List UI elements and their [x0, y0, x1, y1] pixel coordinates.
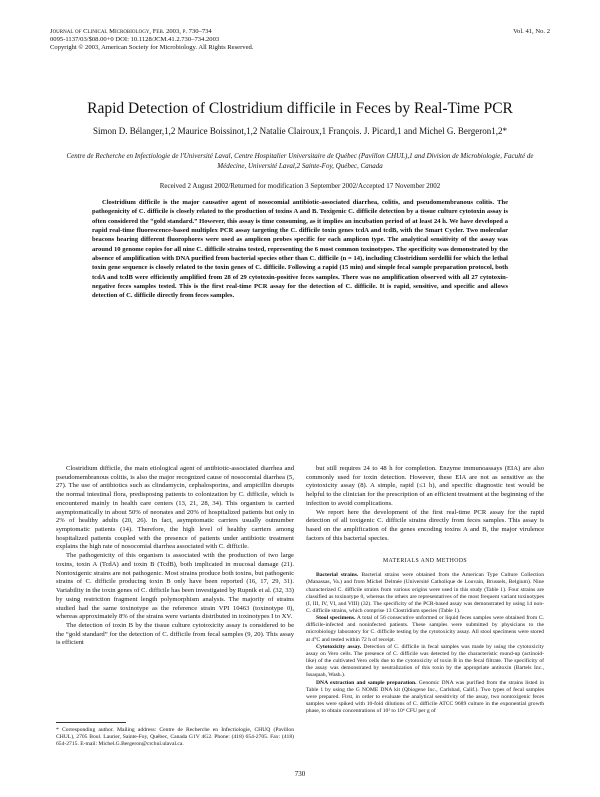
methods-subhead: Bacterial strains.: [316, 572, 359, 579]
methods-section: [306, 572, 544, 715]
methods-paragraph: [306, 615, 544, 644]
methods-text: Bacterial strains were obtained from the American Type Culture Collection (Manassas, Va.) and from Michel Delmée (Université Catholique de Louvain, Brussels, Belgium). Nine characterized C. difficile strains from various origins were used in this study (Table 1). Four strains are classified as toxinotype 0, whereas the others are representatives of the most frequent variant toxinotypes (I, III, IV, VI, and VIII) (32). The specificity of the PCR-based assay was demonstrated by using 14 non-C. difficile strains, which comprise 13 Clostridium species (Table 1).: [306, 572, 544, 614]
right-column: [306, 465, 544, 715]
intro-paragraph-5: We report here the development of the first real-time PCR assay for the rapid detection of all toxigenic C. difficile strains directly from feces samples. This assay is based on the amplification of the genes encoding toxins A and B, the major virulence factors of this bacterial species.: [306, 508, 544, 542]
methods-paragraph: [306, 644, 544, 680]
methods-heading: MATERIALS AND METHODS: [382, 558, 468, 565]
intro-paragraph-2: The pathogenicity of this organism is associated with the production of two large toxins, toxin A (TcdA) and toxin B (TcdB), both implicated in mucosal damage (21). Nontoxigenic strains are not pathogenic. Most strains produce both toxins, but pathogenic strains of C. difficile producing toxin B only have been reported (16, 17, 29, 31). Variability in the toxin genes of C. difficile has been investigated by Rupnik et al. (32, 33) by using restriction fragment length polymorphism analysis. The majority of strains studied had the same toxinotype as the reference strain VPI 10463 (toxinotype 0), whereas approximately 8% of the strains were variants distributed in toxinotypes I to XV.: [56, 552, 294, 621]
left-column: [56, 465, 294, 648]
methods-text: Detection of C. difficile in fecal samples was made by using the cytotoxicity assay on Vero cells. The presence of C. difficile was detected by the characteristic round-up (actinoid-like) of the cultivated Vero cells due to the cytotoxicity of toxin B in the fecal filtrate. The specificity of the assay was demonstrated by neutralization of this toxin by the appropriate antitoxin (Bartels Inc., Issaquah, Wash.).: [306, 643, 544, 679]
intro-paragraph-1: Clostridium difficile, the main etiological agent of antibiotic-associated diarrhea and pseudomembranous colitis, is also the major recognized cause of nosocomial diarrhea (5, 27). The use of antibiotics such as clindamycin, cephalosporins, and ampicillin disrupts the normal intestinal flora, predisposing patients to colonization by C. difficile, which is encountered mainly in health care centers (13, 21, 28, 34). This organism is carried asymptomatically in about 50% of neonates and 20% of hospitalized patients but only in 2% of healthy adults (20, 26). In fact, asymptomatic carriers usually outnumber symptomatic patients (14). Therefore, the high level of healthy carriers among hospitalized patients coupled with the presence of patients under antibiotic treatment explains the high rate of nosocomial diarrhea associated with C. difficile.: [56, 465, 294, 551]
issn-line: 0095-1137/03/$08.00+0 DOI: 10.1128/JCM.41.2.730–734.2003: [50, 36, 220, 44]
methods-subhead: Cytotoxicity assay.: [316, 643, 362, 650]
page-number: 730: [294, 770, 306, 778]
footnote-rule: [56, 722, 126, 723]
affiliations: Centre de Recherche en Infectiologie de l'Université Laval, Centre Hospitalier Universitaire de Québec (Pavillon CHUL),1 and Division de Microbiologie, Faculté de Médecine, Université Laval,2 Sainte-Foy, Québec, Canada: [66, 152, 534, 170]
methods-subhead: DNA extraction and sample preparation.: [316, 679, 417, 686]
methods-text: Genomic DNA was purified from the strains listed in Table 1 by using the G NOME DNA kit (Qbiogene Inc., Carlsbad, Calif.). Two types of fecal samples were prepared. First, in order to evaluate the analytical sensitivity of the assay, two nontoxigenic feces samples were spiked with 10-fold dilutions of C. difficile ATCC 9689 culture in the exponential growth phase, to obtain concentrations of 10² to 10⁶ CFU per g of: [306, 679, 544, 715]
methods-text: A total of 56 consecutive unformed or liquid feces samples were obtained from C. difficile-infected and noninfected patients. These samples were submitted by physicians to the microbiology laboratory for C. difficile testing by the cytotoxicity assay. All stool specimens were stored at 4°C and tested within 72 h of receipt.: [306, 615, 544, 643]
received-dates: Received 2 August 2002/Returned for modification 3 September 2002/Accepted 17 November 2002: [159, 182, 441, 190]
corresponding-author-footnote: * Corresponding author. Mailing address: Centre de Recherche en Infectiologie, CHUQ (Pavillon CHUL), 2705 Boul. Laurier, Sainte-Foy, Québec, Canada G1V 4G2. Phone: (418) 654-2705. Fax: (418) 654-2715. E-mail: Michel.G.Bergeron@crchul.ulaval.ca.: [56, 727, 294, 748]
author-list: Simon D. Bélanger,1,2 Maurice Boissinot,1,2 Natalie Clairoux,1 François. J. Picard,1 and Michel G. Bergeron1,2*: [93, 126, 507, 136]
intro-paragraph-4: but still requires 24 to 48 h for completion. Enzyme immunoassays (EIA) are also commonly used for toxin detection. However, these EIA are not as sensitive as the cytotoxicity assay (8). A simple, rapid (≤1 h), and specific diagnostic test would be helpful to the clinician for the prescription of an efficient treatment at the beginning of the infection to avoid complications.: [306, 465, 544, 507]
methods-paragraph: [306, 680, 544, 716]
article-title: Rapid Detection of Clostridium difficile in Feces by Real-Time PCR: [87, 100, 513, 117]
copyright-line: Copyright © 2003, American Society for Microbiology. All Rights Reserved.: [50, 44, 254, 52]
methods-paragraph: [306, 572, 544, 615]
journal-line: Journal of Clinical Microbiology, Feb. 2003, p. 730–734: [50, 28, 212, 35]
volume-label: Vol. 41, No. 2: [513, 28, 550, 35]
abstract: Clostridium difficile is the major causative agent of nosocomial antibiotic-associated diarrhea, colitis, and pseudomembranous colitis. The pathogenicity of C. difficile is closely related to the production of toxins A and B. Toxigenic C. difficile detection by a tissue culture cytotoxin assay is often considered the “gold standard.” However, this assay is time consuming, as it implies an incubation period of at least 24 h. We have developed a rapid real-time fluorescence-based multiplex PCR assay targeting the C. difficile toxin genes tcdA and tcdB, with the Smart Cycler. Two molecular beacons hearing different fluorophores were used as amplicon probes specific for each amplicon type. The analytical sensitivity of the assay was around 10 genome copies for all nine C. difficile strains tested, representing the 6 most common toxinotypes. The specificity was demonstrated by the absence of amplification with DNA purified from bacterial species other than C. difficile (n = 14), including Clostridium sordellii for which the lethal toxin gene sequence is closely related to the toxin genes of C. difficile. Following a rapid (15 min) and simple fecal sample preparation protocol, both tcdA and tcdB were efficiently amplified from 28 of 29 cytotoxin-positive feces samples. There was no amplification observed with all 27 cytotoxin-negative feces samples tested. This is the first real-time PCR assay for the detection of C. difficile. It is rapid, sensitive, and specific and allows detection of C. difficile directly from feces samples.: [92, 199, 508, 300]
methods-subhead: Stool specimens.: [316, 615, 356, 622]
intro-paragraph-3: The detection of toxin B by the tissue culture cytotoxicity assay is considered to be the “gold standard” for the detection of C. difficile from fecal samples (9, 20). This assay is efficient: [56, 621, 294, 647]
running-header: [50, 28, 550, 53]
